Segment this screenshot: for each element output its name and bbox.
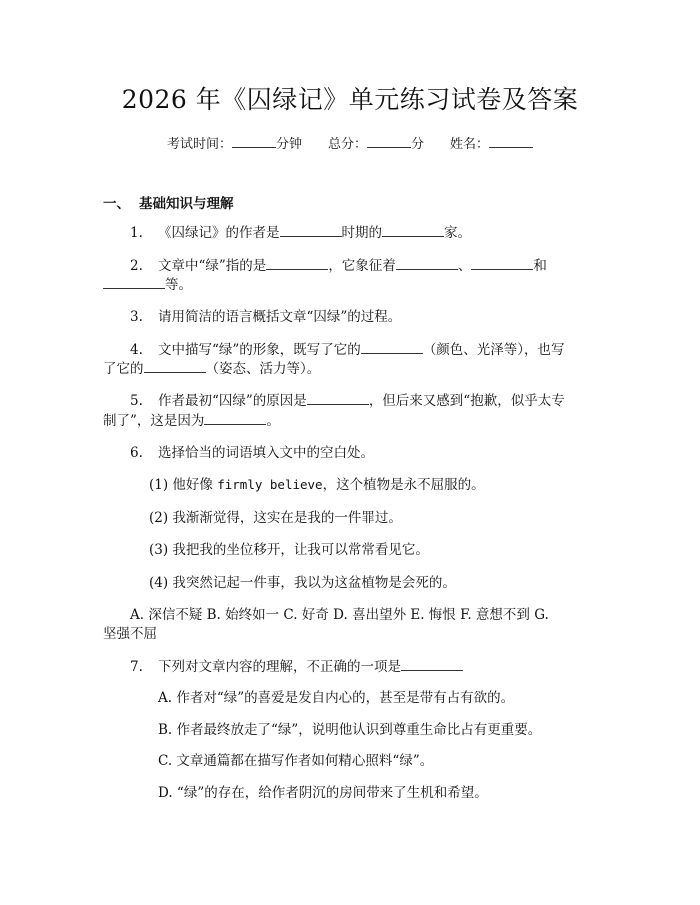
item-number: (3) (149, 542, 169, 558)
section-heading (103, 192, 234, 212)
answer-blank (307, 390, 369, 405)
page-title: 2026 年《囚绿记》单元练习试卷及答案 (121, 85, 579, 114)
question-text: 下列对文章内容的理解，不正确的一项是 (158, 659, 401, 675)
question-text: 选择恰当的词语填入文中的空白处。 (158, 445, 374, 461)
item-text: 我突然记起一件事，我以为这盆植物是会死的。 (172, 575, 456, 591)
question-number: 6. (130, 445, 143, 461)
section-title: 基础知识与理解 (139, 196, 234, 212)
question-6 (103, 441, 625, 465)
question-text: ，但后来又感到“抱歉，似乎太专 (368, 393, 565, 409)
question-text: 家。 (444, 225, 471, 241)
question-number: 5. (130, 393, 143, 409)
question-number: 7. (130, 659, 143, 675)
item-text: 我把我的坐位移开，让我可以常常看见它。 (172, 542, 429, 558)
question-text: 、 (457, 258, 472, 274)
question-7-option-c: C. 文章通篇都在描写作者如何精心照料“绿”。 (158, 753, 434, 769)
question-6-item (103, 473, 644, 497)
question-6-item (103, 571, 644, 595)
question-text: 时期的 (341, 225, 382, 241)
item-text: 他好像 (172, 477, 218, 493)
score-label: 总分： (327, 137, 367, 152)
question-7-option-b: B. 作者最终放走了“绿”，说明他认识到尊重生命比占有更重要。 (158, 722, 542, 738)
question-4-cont (103, 357, 598, 381)
answer-blank (471, 255, 533, 270)
question-5-cont (103, 409, 598, 433)
question-text: （姿态、活力等）。 (205, 361, 321, 377)
question-2-cont (103, 273, 598, 297)
answer-blank (144, 358, 206, 373)
question-text: 作者最初“囚绿”的原因是 (158, 393, 307, 409)
question-text: ，它象征着 (328, 258, 396, 274)
question-text: 制了”，这是因为 (103, 413, 205, 429)
question-text: 和 (533, 258, 547, 274)
question-number: 1. (130, 225, 143, 241)
question-text: 等。 (165, 277, 192, 293)
question-7 (103, 655, 625, 679)
item-english-text: firmly believe (217, 477, 323, 492)
score-blank (367, 133, 411, 148)
answer-blank (401, 656, 463, 671)
answer-blank (204, 410, 266, 425)
exam-info-line (0, 133, 700, 152)
answer-blank (361, 339, 423, 354)
section-number: 一、 (103, 196, 130, 212)
question-number: 4. (130, 342, 143, 358)
question-text: 了它的 (103, 361, 144, 377)
name-label: 姓名： (450, 137, 490, 152)
score-unit: 分 (411, 137, 425, 152)
question-number: 3. (130, 309, 143, 325)
item-number: (1) (149, 477, 169, 493)
answer-blank (103, 274, 165, 289)
question-6-item (103, 538, 644, 562)
name-blank (489, 133, 533, 148)
question-7-option-d: D. “绿”的存在，给作者阴沉的房间带来了生机和希望。 (158, 785, 488, 801)
item-text: ，这个植物是永不屈服的。 (322, 477, 485, 493)
question-3 (103, 305, 625, 329)
time-unit: 分钟 (275, 137, 302, 152)
item-number: (2) (149, 510, 169, 526)
question-text: 。 (266, 413, 280, 429)
time-blank (232, 133, 276, 148)
question-7-option-a: A. 作者对“绿”的喜爱是发自内心的，甚至是带有占有欲的。 (158, 690, 515, 706)
question-text: 文中描写“绿”的形象，既写了它的 (158, 342, 361, 358)
question-text: 请用简洁的语言概括文章“囚绿”的过程。 (158, 309, 402, 325)
question-1 (103, 221, 625, 245)
item-number: (4) (149, 575, 169, 591)
question-text: 《囚绿记》的作者是 (158, 225, 280, 241)
answer-blank (396, 255, 458, 270)
question-6-options: A. 深信不疑 B. 始终如一 C. 好奇 D. 喜出望外 E. 悔恨 F. 意想不到 G. (130, 607, 549, 623)
question-6-options-cont: 坚强不屈 (103, 626, 157, 642)
answer-blank (266, 255, 328, 270)
answer-blank (280, 222, 342, 237)
time-label: 考试时间： (166, 137, 232, 152)
question-number: 2. (130, 258, 143, 274)
answer-blank (382, 222, 444, 237)
question-text: 文章中“绿”指的是 (158, 258, 267, 274)
question-text: （颜色、光泽等），也写 (422, 342, 565, 358)
item-text: 我渐渐觉得，这实在是我的一件罪过。 (172, 510, 402, 526)
question-6-item (103, 506, 644, 530)
